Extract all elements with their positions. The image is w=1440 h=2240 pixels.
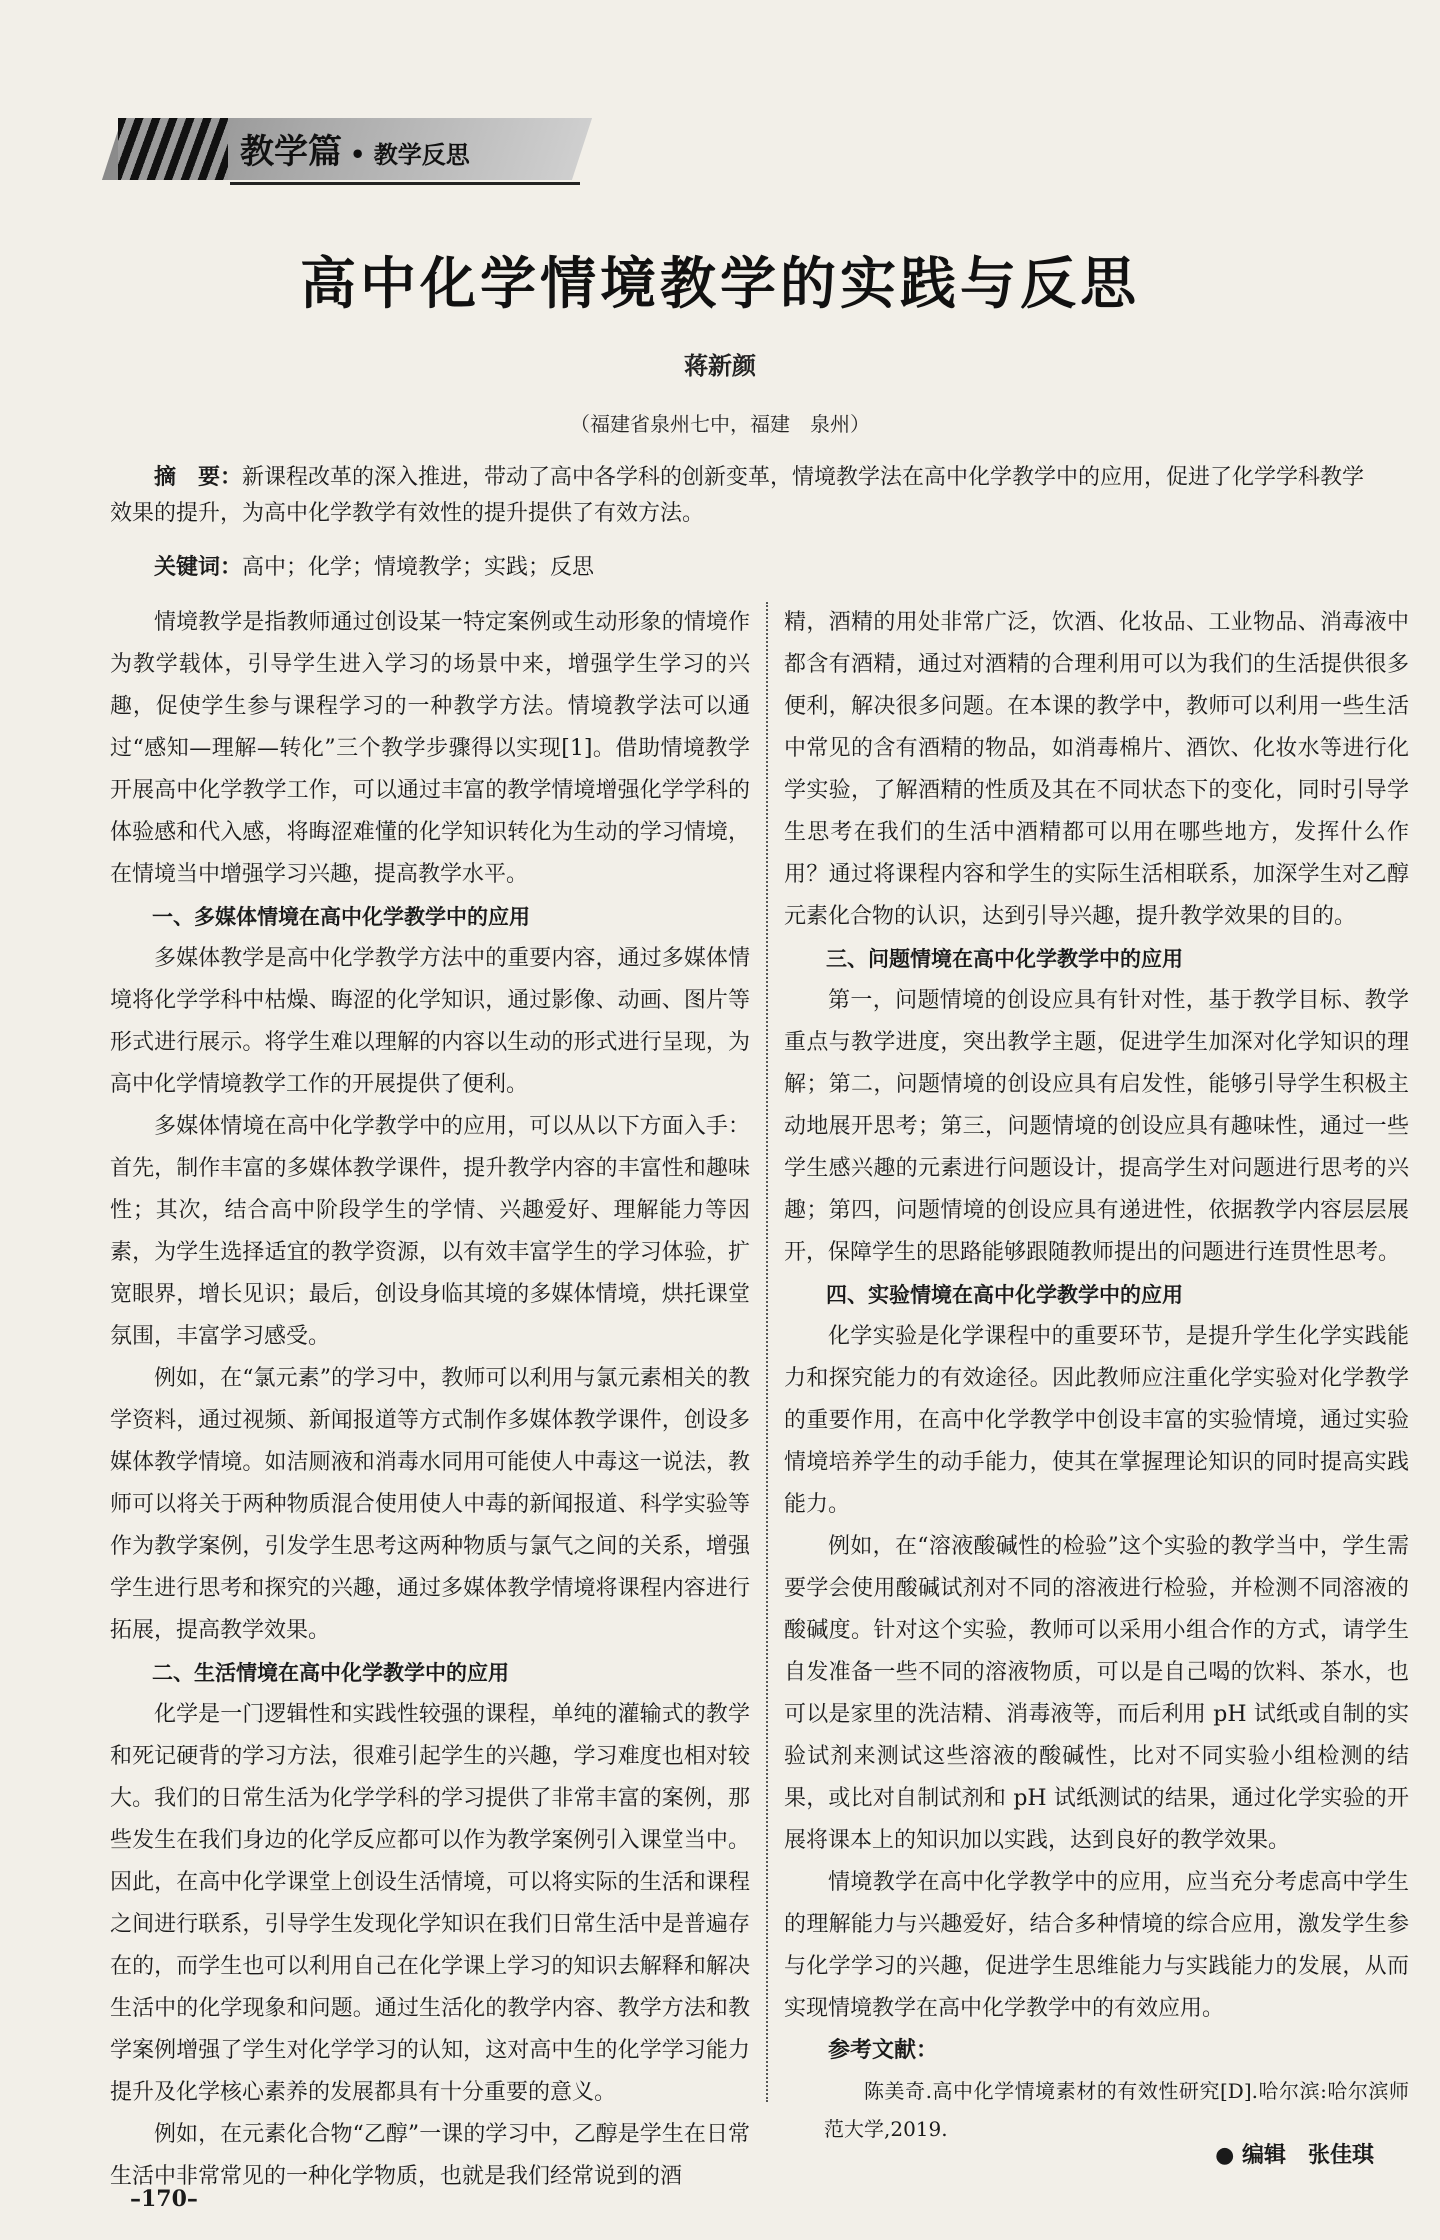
section-heading-2: 二、生活情境在高中化学教学中的应用: [152, 1661, 509, 1685]
section-heading: [240, 124, 470, 174]
article-affiliation: （福建省泉州七中，福建 泉州）: [570, 412, 870, 436]
right-column: [784, 602, 1409, 2148]
paragraph: 例如，在“氯元素”的学习中，教师可以利用与氯元素相关的教学资料，通过视频、新闻报道等方式制作多媒体教学课件，创设多媒体教学情境。如洁厕液和消毒水同用可能使人中毒这一说法，教师可以将关于两种物质混合使用使人中毒的新闻报道、科学实验等作为教学案例，引发学生思考这两种物质与氯气之间的关系，增强学生进行思考和探究的兴趣，通过多媒体教学情境将课程内容进行拓展，提高教学效果。: [110, 1366, 750, 1643]
section-heading-3: 三、问题情境在高中化学教学中的应用: [826, 947, 1183, 971]
reference-item: 陈美奇.高中化学情境素材的有效性研究[D].哈尔滨:哈尔滨师范大学,2019.: [824, 2079, 1409, 2141]
paragraph: 例如，在元素化合物“乙醇”一课的学习中，乙醇是学生在日常生活中非常常见的一种化学物质，也就是我们经常说到的酒: [110, 2122, 750, 2189]
section-heading-1: 一、多媒体情境在高中化学教学中的应用: [152, 905, 530, 929]
paragraph: 精，酒精的用处非常广泛，饮酒、化妆品、工业物品、消毒液中都含有酒精，通过对酒精的合理利用可以为我们的生活提供很多便利，解决很多问题。在本课的教学中，教师可以利用一些生活中常见的含有酒精的物品，如消毒棉片、酒饮、化妆水等进行化学实验，了解酒精的性质及其在不同状态下的变化，同时引导学生思考在我们的生活中酒精都可以用在哪些地方，发挥什么作用？通过将课程内容和学生的实际生活相联系，加深学生对乙醇元素化合物的认识，达到引导兴趣，提升教学效果的目的。: [784, 610, 1409, 929]
abstract-label: 摘 要：: [154, 465, 243, 490]
paragraph: 情境教学是指教师通过创设某一特定案例或生动形象的情境作为教学载体，引导学生进入学习的场景中来，增强学生学习的兴趣，促使学生参与课程学习的一种教学方法。情境教学法可以通过“感知—理解—转化”三个教学步骤得以实现[1]。借助情境教学开展高中化学教学工作，可以通过丰富的教学情境增强化学学科的体验感和代入感，将晦涩难懂的化学知识转化为生动的学习情境，在情境当中增强学习兴趣，提高教学水平。: [110, 610, 750, 887]
paragraph: 化学是一门逻辑性和实践性较强的课程，单纯的灌输式的教学和死记硬背的学习方法，很难引起学生的兴趣，学习难度也相对较大。我们的日常生活为化学学科的学习提供了非常丰富的案例，那些发生在我们身边的化学反应都可以作为教学案例引入课堂当中。因此，在高中化学课堂上创设生活情境，可以将实际的生活和课程之间进行联系，引导学生发现化学知识在我们日常生活中是普遍存在的，而学生也可以利用自己在化学课上学习的知识去解释和解决生活中的化学现象和问题。通过生活化的教学内容、教学方法和教学案例增强了学生对化学学习的认知，这对高中生的化学学习能力提升及化学核心素养的发展都具有十分重要的意义。: [110, 1702, 750, 2105]
keywords: [154, 550, 594, 581]
article-title: 高中化学情境教学的实践与反思: [300, 251, 1140, 317]
section-heading-4: 四、实验情境在高中化学教学中的应用: [826, 1283, 1183, 1307]
paragraph: 化学实验是化学课程中的重要环节，是提升学生化学实践能力和探究能力的有效途径。因此教师应注重化学实验对化学教学的重要作用，在高中化学教学中创设丰富的实验情境，通过实验情境培养学生的动手能力，使其在掌握理论知识的同时提高实践能力。: [784, 1324, 1409, 1517]
column-divider: [766, 602, 768, 2102]
banner-rule: [230, 182, 580, 185]
paragraph: 第一，问题情境的创设应具有针对性，基于教学目标、教学重点与教学进度，突出教学主题，促进学生加深对化学知识的理解；第二，问题情境的创设应具有启发性，能够引导学生积极主动地展开思考；第三，问题情境的创设应具有趣味性，通过一些学生感兴趣的元素进行问题设计，提高学生对问题进行思考的兴趣；第四，问题情境的创设应具有递进性，依据教学内容层层展开，保障学生的思路能够跟随教师提出的问题进行连贯性思考。: [784, 988, 1409, 1265]
subsection-label: • 教学反思: [350, 140, 470, 169]
editor-credit: ● 编辑 张佳琪: [1215, 2142, 1374, 2168]
article-author: 蒋新颜: [684, 351, 756, 380]
section-label: 教学篇: [240, 132, 342, 172]
abstract-text: 新课程改革的深入推进，带动了高中各学科的创新变革，情境教学法在高中化学教学中的应用，促进了化学学科教学效果的提升，为高中化学教学有效性的提升提供了有效方法。: [110, 465, 1365, 526]
banner-stripes: [118, 118, 228, 180]
paragraph: 多媒体教学是高中化学教学方法中的重要内容，通过多媒体情境将化学学科中枯燥、晦涩的化学知识，通过影像、动画、图片等形式进行展示。将学生难以理解的内容以生动的形式进行呈现，为高中化学情境教学工作的开展提供了便利。: [110, 946, 750, 1097]
paragraph: 情境教学在高中化学教学中的应用，应当充分考虑高中学生的理解能力与兴趣爱好，结合多种情境的综合应用，激发学生参与化学学习的兴趣，促进学生思维能力与实践能力的发展，从而实现情境教学在高中化学教学中的有效应用。: [784, 1870, 1409, 2021]
references-label: 参考文献：: [828, 2038, 939, 2063]
paragraph: 例如，在“溶液酸碱性的检验”这个实验的教学当中，学生需要学会使用酸碱试剂对不同的溶液进行检验，并检测不同溶液的酸碱度。针对这个实验，教师可以采用小组合作的方式，请学生自发准备一些不同的溶液物质，可以是自己喝的饮料、茶水，也可以是家里的洗洁精、消毒液等，而后利用 pH 试纸或自制的实验试剂来测试这些溶液的酸碱性，比对不同实验小组检测的结果，或比对自制试剂和 pH 试纸测试的结果，通过化学实验的开展将课本上的知识加以实践，达到良好的教学效果。: [784, 1534, 1409, 1853]
left-column: [110, 602, 750, 2198]
abstract: [110, 460, 1370, 532]
page-number: –170–: [130, 2186, 198, 2212]
paragraph: 多媒体情境在高中化学教学中的应用，可以从以下方面入手：首先，制作丰富的多媒体教学课件，提升教学内容的丰富性和趣味性；其次，结合高中阶段学生的学情、兴趣爱好、理解能力等因素，为学生选择适宜的教学资源，以有效丰富学生的学习体验，扩宽眼界，增长见识；最后，创设身临其境的多媒体情境，烘托课堂氛围，丰富学习感受。: [110, 1114, 750, 1349]
keywords-label: 关键词：: [154, 555, 243, 580]
keywords-text: 高中；化学；情境教学；实践；反思: [242, 555, 595, 580]
